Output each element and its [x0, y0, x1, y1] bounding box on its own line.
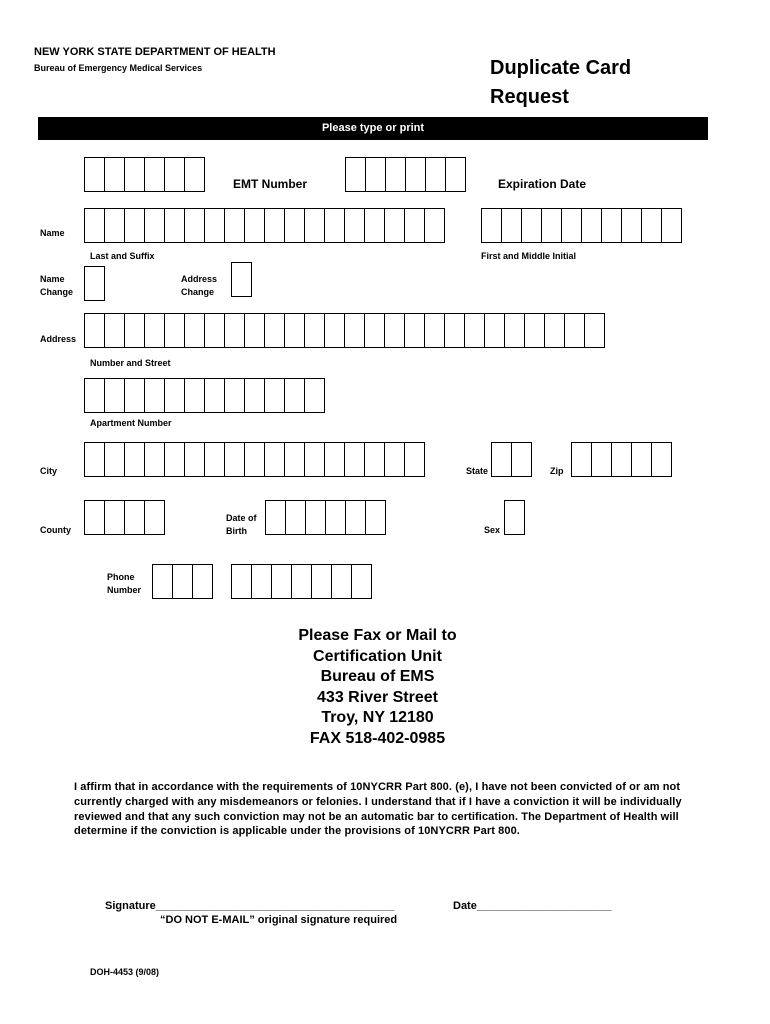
entry-box[interactable]	[244, 442, 265, 477]
form-title: Duplicate Card Request	[490, 57, 632, 108]
entry-box[interactable]	[504, 313, 525, 348]
entry-box[interactable]	[344, 313, 365, 348]
entry-box[interactable]	[244, 378, 265, 413]
last-and-suffix-label: Last and Suffix	[90, 251, 155, 261]
entry-box[interactable]	[324, 313, 345, 348]
entry-box[interactable]	[331, 564, 352, 599]
emt-number-label: EMT Number	[233, 177, 308, 191]
entry-box[interactable]	[591, 442, 612, 477]
mail-to-line-5: Troy, NY 12180	[321, 709, 434, 727]
entry-box[interactable]	[324, 442, 345, 477]
entry-box[interactable]	[264, 208, 285, 243]
entry-box[interactable]	[364, 208, 385, 243]
entry-box[interactable]	[661, 208, 682, 243]
expiration-date-label: Expiration Date	[498, 177, 587, 191]
address-change-label: Address Change	[181, 274, 218, 297]
entry-box[interactable]	[224, 208, 245, 243]
entry-box[interactable]	[124, 378, 145, 413]
entry-box[interactable]	[231, 262, 252, 297]
entry-box[interactable]	[571, 442, 592, 477]
mail-to-block	[235, 626, 520, 750]
entry-box[interactable]	[304, 442, 325, 477]
entry-box[interactable]	[365, 500, 386, 535]
entry-box[interactable]	[425, 157, 446, 192]
apartment-number-boxes[interactable]	[84, 378, 324, 413]
sex-label: Sex	[484, 525, 501, 535]
entry-box[interactable]	[152, 564, 173, 599]
last-name-boxes[interactable]	[84, 208, 444, 243]
entry-box[interactable]	[204, 442, 225, 477]
entry-box[interactable]	[484, 313, 505, 348]
entry-box[interactable]	[365, 157, 386, 192]
entry-box[interactable]	[164, 208, 185, 243]
entry-box[interactable]	[144, 313, 165, 348]
entry-box[interactable]	[601, 208, 622, 243]
zip-boxes[interactable]	[571, 442, 671, 477]
phone-number-label: Phone Number	[107, 572, 142, 595]
entry-box[interactable]	[405, 157, 426, 192]
entry-box[interactable]	[104, 500, 125, 535]
affirmation-text: I affirm that in accordance with the requirements of 10NYCRR Part 800. (e), I have not been convicted of or am not currently charged with any misdemeanors or felonies. I understand that if I have a conviction it will be individually reviewed and that any such conviction may not be an automatic bar to certification. The Department of Health will determine if the conviction is applicable under the provisions of 10NYCRR Part 800.	[74, 781, 682, 838]
entry-box[interactable]	[104, 313, 125, 348]
entry-box[interactable]	[384, 313, 405, 348]
entry-box[interactable]	[491, 442, 512, 477]
entry-box[interactable]	[271, 564, 292, 599]
entry-box[interactable]	[164, 313, 185, 348]
county-label: County	[40, 525, 71, 535]
name-change-label: Name Change	[40, 274, 74, 297]
entry-box[interactable]	[204, 378, 225, 413]
entry-box[interactable]	[344, 208, 365, 243]
entry-box[interactable]	[384, 208, 405, 243]
entry-box[interactable]	[84, 500, 105, 535]
entry-box[interactable]	[445, 157, 466, 192]
phone-local-boxes[interactable]	[231, 564, 371, 599]
entry-box[interactable]	[561, 208, 582, 243]
entry-box[interactable]	[184, 442, 205, 477]
entry-box[interactable]	[164, 442, 185, 477]
entry-box[interactable]	[184, 313, 205, 348]
street-address-boxes[interactable]	[84, 313, 604, 348]
entry-box[interactable]	[304, 208, 325, 243]
city-label: City	[40, 466, 58, 476]
mail-to-line-2: Certification Unit	[313, 647, 442, 665]
entry-box[interactable]	[264, 378, 285, 413]
entry-box[interactable]	[172, 564, 193, 599]
first-name-boxes[interactable]	[481, 208, 681, 243]
entry-box[interactable]	[404, 313, 425, 348]
address-label: Address	[40, 334, 77, 344]
entry-box[interactable]	[404, 208, 425, 243]
entry-box[interactable]	[144, 378, 165, 413]
entry-box[interactable]	[501, 208, 522, 243]
entry-box[interactable]	[285, 500, 306, 535]
entry-box[interactable]	[124, 442, 145, 477]
entry-box[interactable]	[481, 208, 502, 243]
date-of-birth-label: Date of Birth	[226, 513, 257, 536]
entry-box[interactable]	[344, 442, 365, 477]
entry-box[interactable]	[364, 442, 385, 477]
mail-to-line-1: Please Fax or Mail to	[298, 627, 457, 644]
entry-box[interactable]	[224, 378, 245, 413]
entry-box[interactable]	[404, 442, 425, 477]
entry-box[interactable]	[631, 442, 652, 477]
entry-box[interactable]	[284, 313, 305, 348]
entry-box[interactable]	[192, 564, 213, 599]
entry-box[interactable]	[265, 500, 286, 535]
signature-note: “DO NOT E-MAIL” original signature required	[160, 914, 398, 926]
entry-box[interactable]	[284, 208, 305, 243]
entry-box[interactable]	[184, 208, 205, 243]
entry-box[interactable]	[124, 208, 145, 243]
mail-to-line-3: Bureau of EMS	[320, 668, 435, 686]
entry-box[interactable]	[511, 442, 532, 477]
entry-box[interactable]	[184, 157, 205, 192]
instruction-banner	[38, 117, 708, 140]
entry-box[interactable]	[144, 500, 165, 535]
entry-box[interactable]	[184, 378, 205, 413]
entry-box[interactable]	[144, 442, 165, 477]
entry-box[interactable]	[504, 500, 525, 535]
entry-box[interactable]	[124, 500, 145, 535]
name-label: Name	[40, 228, 65, 238]
apartment-number-label: Apartment Number	[90, 418, 172, 428]
entry-box[interactable]	[244, 313, 265, 348]
entry-box[interactable]	[325, 500, 346, 535]
entry-box[interactable]	[251, 564, 272, 599]
zip-label: Zip	[550, 466, 564, 476]
name-change-checkbox[interactable]	[84, 266, 104, 301]
entry-box[interactable]	[611, 442, 632, 477]
entry-box[interactable]	[284, 378, 305, 413]
signature-line[interactable]: Signature_______________________________________	[105, 900, 395, 912]
entry-box[interactable]	[104, 378, 125, 413]
entry-box[interactable]	[231, 564, 252, 599]
county-boxes[interactable]	[84, 500, 164, 535]
entry-box[interactable]	[621, 208, 642, 243]
entry-box[interactable]	[651, 442, 672, 477]
entry-box[interactable]	[84, 266, 105, 301]
entry-box[interactable]	[424, 208, 445, 243]
entry-box[interactable]	[304, 313, 325, 348]
entry-box[interactable]	[144, 157, 165, 192]
expiration-date-boxes[interactable]	[345, 157, 465, 192]
entry-box[interactable]	[264, 442, 285, 477]
entry-box[interactable]	[524, 313, 545, 348]
date-of-birth-boxes[interactable]	[265, 500, 385, 535]
entry-box[interactable]	[284, 442, 305, 477]
entry-box[interactable]	[104, 208, 125, 243]
entry-box[interactable]	[291, 564, 312, 599]
first-and-middle-label: First and Middle Initial	[481, 251, 577, 261]
entry-box[interactable]	[641, 208, 662, 243]
entry-box[interactable]	[84, 157, 105, 192]
entry-box[interactable]	[581, 208, 602, 243]
entry-box[interactable]	[385, 157, 406, 192]
entry-box[interactable]	[124, 157, 145, 192]
entry-box[interactable]	[124, 313, 145, 348]
entry-box[interactable]	[305, 500, 326, 535]
mail-to-line-6: FAX 518-402-0985	[309, 729, 446, 747]
state-boxes[interactable]	[491, 442, 531, 477]
entry-box[interactable]	[544, 313, 565, 348]
entry-box[interactable]	[224, 313, 245, 348]
entry-box[interactable]	[264, 313, 285, 348]
entry-box[interactable]	[104, 442, 125, 477]
address-change-checkbox[interactable]	[231, 262, 251, 297]
entry-box[interactable]	[541, 208, 562, 243]
entry-box[interactable]	[384, 442, 405, 477]
entry-box[interactable]	[204, 208, 225, 243]
entry-box[interactable]	[444, 313, 465, 348]
entry-box[interactable]	[84, 378, 105, 413]
number-and-street-label: Number and Street	[90, 358, 171, 368]
entry-box[interactable]	[104, 157, 125, 192]
entry-box[interactable]	[345, 500, 366, 535]
bureau-name: Bureau of Emergency Medical Services	[34, 63, 203, 73]
entry-box[interactable]	[351, 564, 372, 599]
signature-date-line[interactable]: Date______________________	[453, 900, 612, 912]
entry-box[interactable]	[164, 157, 185, 192]
sex-box[interactable]	[504, 500, 524, 535]
phone-area-code-boxes[interactable]	[152, 564, 212, 599]
banner-text: Please type or print	[321, 122, 425, 134]
entry-box[interactable]	[364, 313, 385, 348]
entry-box[interactable]	[584, 313, 605, 348]
entry-box[interactable]	[311, 564, 332, 599]
entry-box[interactable]	[204, 313, 225, 348]
entry-box[interactable]	[84, 442, 105, 477]
entry-box[interactable]	[144, 208, 165, 243]
entry-box[interactable]	[304, 378, 325, 413]
entry-box[interactable]	[345, 157, 366, 192]
mail-to-line-4: 433 River Street	[317, 688, 438, 706]
entry-box[interactable]	[224, 442, 245, 477]
entry-box[interactable]	[244, 208, 265, 243]
entry-box[interactable]	[84, 208, 105, 243]
entry-box[interactable]	[424, 313, 445, 348]
entry-box[interactable]	[521, 208, 542, 243]
agency-name: NEW YORK STATE DEPARTMENT OF HEALTH	[34, 46, 276, 58]
entry-box[interactable]	[324, 208, 345, 243]
entry-box[interactable]	[464, 313, 485, 348]
form-id: DOH-4453 (9/08)	[90, 967, 160, 977]
state-label: State	[466, 466, 489, 476]
city-boxes[interactable]	[84, 442, 424, 477]
entry-box[interactable]	[84, 313, 105, 348]
entry-box[interactable]	[564, 313, 585, 348]
entry-box[interactable]	[164, 378, 185, 413]
emt-number-boxes[interactable]	[84, 157, 204, 192]
